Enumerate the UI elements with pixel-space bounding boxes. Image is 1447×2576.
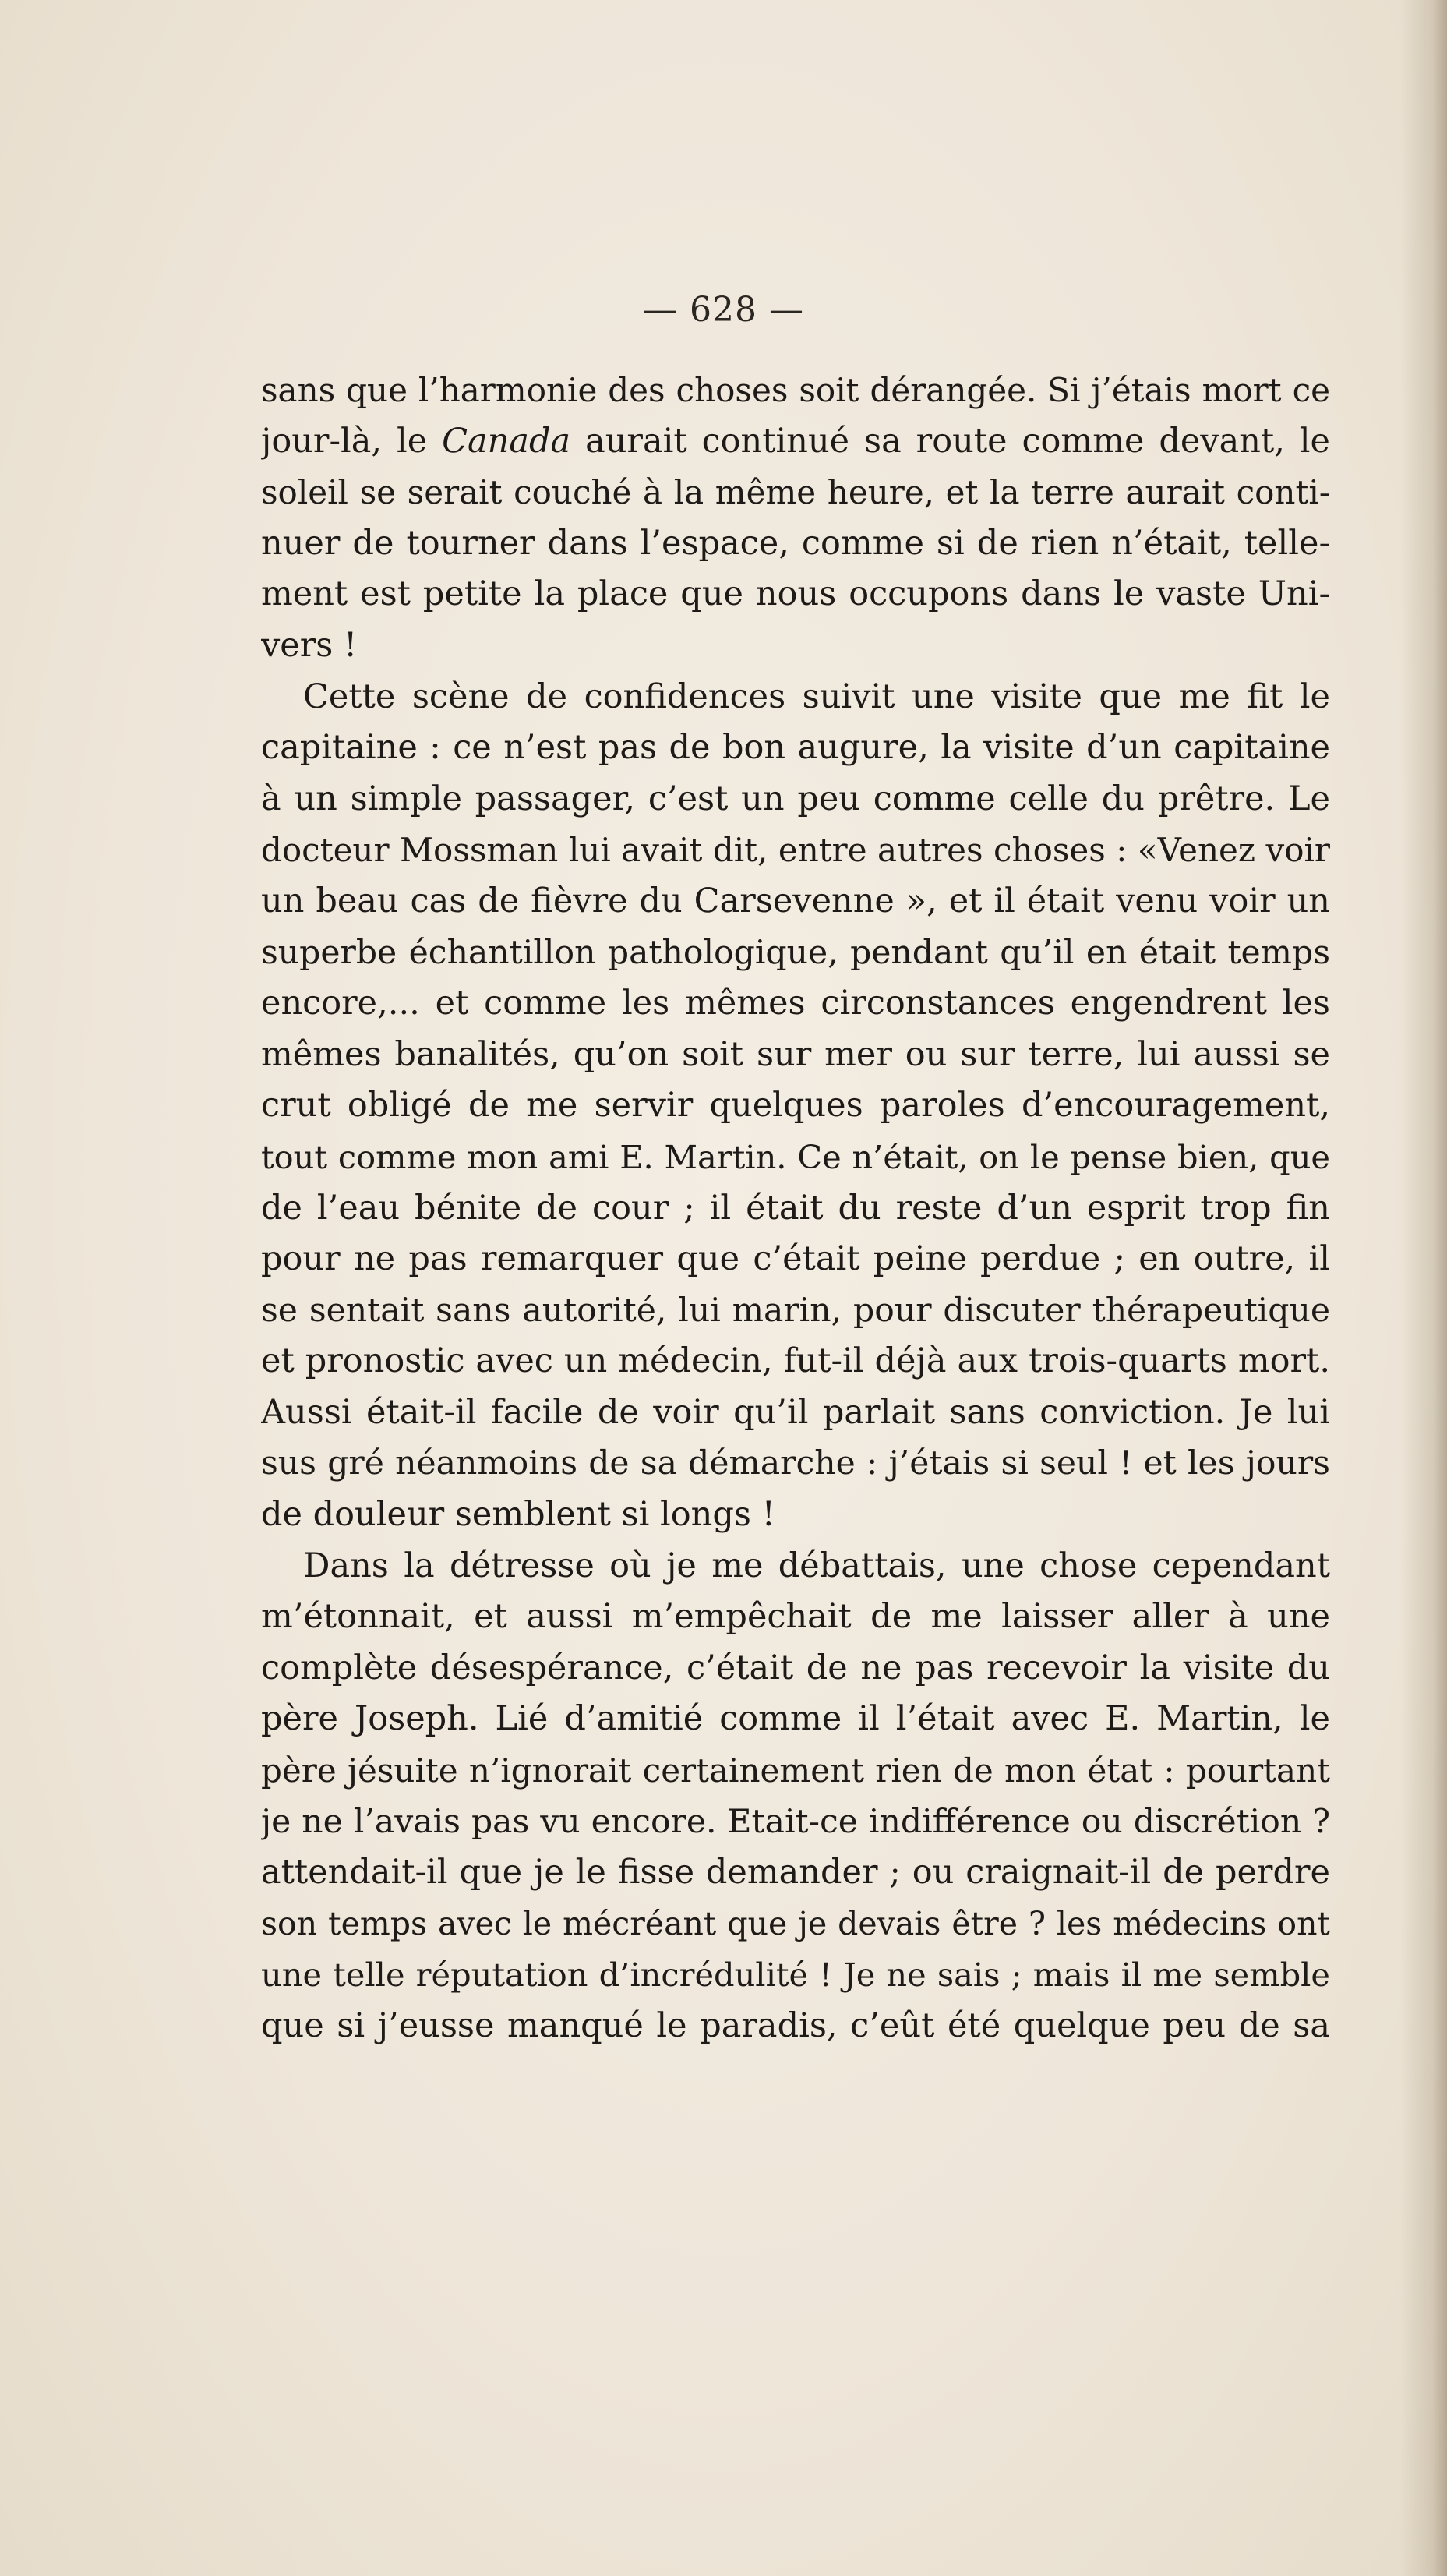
text-line: crut obligé de me servir quelques paroles d’encouragement, [261, 1086, 1330, 1125]
paragraph-1 [261, 365, 1330, 672]
text-line: je ne l’avais pas vu encore. Etait-ce indifférence ou discrétion ? [261, 1802, 1330, 1841]
page-number: — 628 — [643, 290, 804, 330]
paragraph-3 [261, 1541, 1330, 2052]
text-line: mêmes banalités, qu’on soit sur mer ou sur terre, lui aussi se [261, 1034, 1330, 1074]
text-line: père jésuite n’ignorait certainement rien de mon état : pourtant [261, 1751, 1330, 1790]
text-line: complète désespérance, c’était de ne pas recevoir la visite du [261, 1648, 1330, 1687]
text-line [261, 416, 1330, 468]
text-line: m’étonnait, et aussi m’empêchait de me laisser aller à une [261, 1597, 1330, 1637]
text-line: de douleur semblent si longs ! [261, 1495, 775, 1535]
text-line: son temps avec le mécréant que je devais être ? les médecins ont [261, 1904, 1330, 1942]
text-line: Dans la détresse où je me débattais, une chose cependant [303, 1546, 1330, 1585]
text-line: se sentait sans autorité, lui marin, pour discuter thérapeutique [261, 1291, 1330, 1330]
text-line: ment est petite la place que nous occupons dans le vaste Uni- [261, 574, 1330, 614]
text-line: capitaine : ce n’est pas de bon augure, la visite d’un capitaine [261, 728, 1330, 768]
text-line: père Joseph. Lié d’amitié comme il l’était avec E. Martin, le [261, 1699, 1330, 1739]
ship-name-italic: Canada [442, 421, 571, 461]
text-line: Aussi était-il facile de voir qu’il parlait sans conviction. Je lui [261, 1392, 1330, 1432]
text-span: jour-là, le [261, 421, 443, 461]
page-edge-shadow [1400, 0, 1447, 2576]
text-line: de l’eau bénite de cour ; il était du reste d’un esprit trop fin [261, 1188, 1330, 1228]
text-line: docteur Mossman lui avait dit, entre autres choses : «Venez voir [261, 831, 1330, 870]
text-line: attendait-il que je le fisse demander ; ou craignait-il de perdre [261, 1853, 1330, 1892]
text-line: à un simple passager, c’est un peu comme celle du prêtre. Le [261, 779, 1330, 818]
text-line: pour ne pas remarquer que c’était peine perdue ; en outre, il [261, 1239, 1330, 1279]
text-line: vers ! [261, 625, 358, 665]
body-text [261, 365, 1330, 2052]
text-line: soleil se serait couché à la même heure, et la terre aurait conti- [261, 473, 1330, 512]
text-line: un beau cas de fièvre du Carsevenne », et il était venu voir un [261, 881, 1330, 921]
text-line: et pronostic avec un médecin, fut-il déjà aux trois-quarts mort. [261, 1341, 1330, 1381]
text-line: superbe échantillon pathologique, pendant qu’il en était temps [261, 933, 1330, 972]
text-span: aurait continué sa route comme devant, le [570, 421, 1330, 461]
text-line: que si j’eusse manqué le paradis, c’eût été quelque peu de sa [261, 2006, 1330, 2045]
text-line: sus gré néanmoins de sa démarche : j’étais si seul ! et les jours [261, 1444, 1330, 1483]
text-line: Cette scène de confidences suivit une visite que me fit le [303, 677, 1330, 716]
text-line: nuer de tourner dans l’espace, comme si de rien n’était, telle- [261, 523, 1330, 563]
text-line: sans que l’harmonie des choses soit dérangée. Si j’étais mort ce [261, 371, 1330, 409]
text-line: encore,... et comme les mêmes circonstances engendrent les [261, 984, 1330, 1023]
paragraph-2 [261, 672, 1330, 1541]
text-line: une telle réputation d’incrédulité ! Je ne sais ; mais il me semble [261, 1956, 1330, 1995]
text-line: tout comme mon ami E. Martin. Ce n’était, on le pense bien, que [261, 1137, 1330, 1176]
